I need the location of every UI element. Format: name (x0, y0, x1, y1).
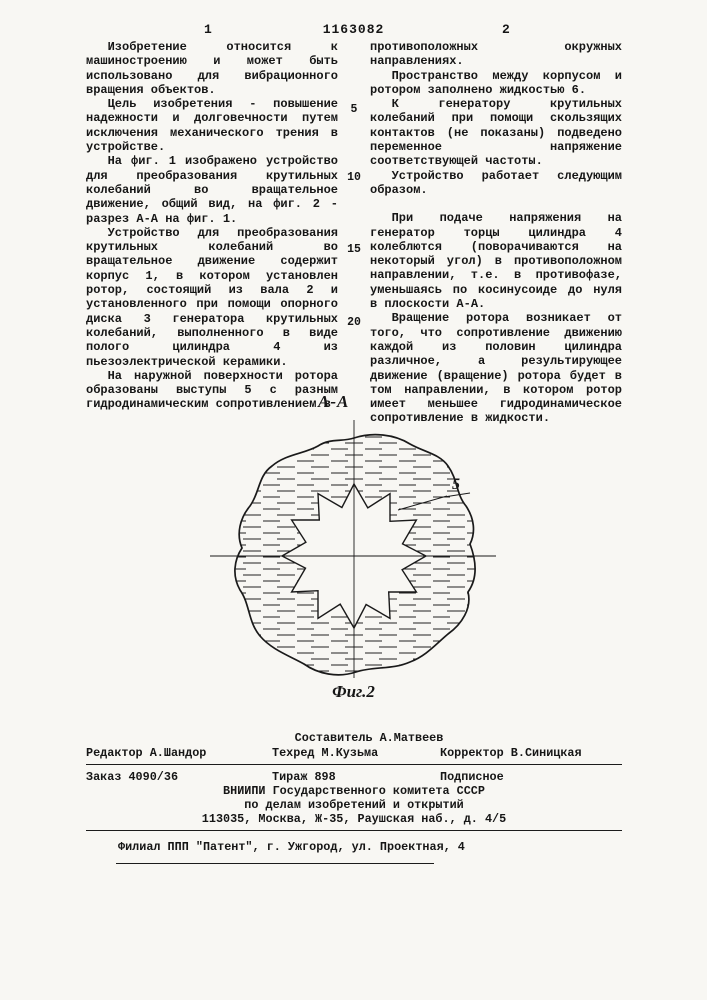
footer-divider-bottom (86, 830, 622, 831)
right-column (370, 40, 622, 426)
figure-drawing (194, 410, 514, 682)
line-number-10: 10 (347, 171, 361, 184)
print-run: Тираж 898 (272, 770, 336, 784)
line-number-15: 15 (347, 243, 361, 256)
order-number: Заказ 4090/36 (86, 770, 179, 784)
paragraph: Изобретение относится к машиностроению и может быть использовано для вибрационного вращения объектов. (86, 40, 338, 97)
figure-2 (0, 392, 707, 702)
paragraph: К генератору крутильных колебаний при помощи скользящих контактов (не показаны) подведено переменное напряжение соответствующей частоты. (370, 97, 622, 169)
page-number-right: 2 (502, 22, 511, 37)
paragraph: Устройство работает следующим образом. (370, 168, 622, 197)
branch-office-line: Филиал ППП "Патент", г. Ужгород, ул. Проектная, 4 (118, 840, 465, 854)
editor-credit: Редактор А.Шандор (86, 746, 207, 760)
organization-line-1: ВНИИПИ Государственного комитета СССР (223, 784, 485, 798)
paragraph: На фиг. 1 изображено устройство для преобразования крутильных колебаний во вращательное движение, общий вид, на фиг. 2 - разрез А-А на фиг. 1. (86, 154, 338, 226)
paragraph: Цель изобретения - повышение надежности и долговечности путем исключения механического трения в устройстве. (86, 97, 338, 155)
line-number-20: 20 (347, 316, 361, 329)
imprint-footer (86, 731, 622, 864)
techred-credit: Техред М.Кузьма (272, 746, 379, 760)
paragraph: Пространство между корпусом и ротором заполнено жидкостью 6. (370, 68, 622, 97)
paragraph: противоположных окружных направлениях. (370, 40, 622, 69)
document-number: 1163082 (322, 22, 385, 37)
branch-underline (116, 863, 434, 864)
part-label-5: 5 (451, 476, 460, 493)
footer-divider-top (86, 764, 622, 765)
subscription-note: Подписное (440, 770, 504, 784)
page-number-left: 1 (204, 22, 213, 37)
compiler-credit: Составитель А.Матвеев (294, 731, 444, 745)
organization-address: 113035, Москва, Ж-35, Раушская наб., д. 4/5 (201, 812, 507, 826)
figure-caption: Фиг.2 (332, 682, 375, 701)
line-number-5: 5 (350, 103, 358, 116)
paragraph: На наружной поверхности ротора образованы выступы 5 с разным гидродинамическим сопротивлением в (86, 368, 338, 412)
paragraph: При подаче напряжения на генератор торцы цилиндра 4 колеблются (поворачиваются на некоторый угол) в противоположном направлении, т.е. в противофазе, уменьшаясь по косинусоиде до нуля в плоскости А-А. (370, 211, 622, 312)
organization-line-2: по делам изобретений и открытий (244, 798, 464, 812)
paragraph: Устройство для преобразования крутильных колебаний во вращательное движение содержит корпус 1, в котором установлен ротор, состоящий из вала 2 и установленного при помощи опорного диска 3 генератора крутильных колебаний, выполненного в виде полого цилиндра 4 из пьезоэлектрической керамики. (86, 225, 338, 369)
paragraph: Вращение ротора возникает от того, что сопротивление движению каждой из половин цилиндра различное, а результирующее движение (вращение) ротора будет в том направлении, в котором ротор имеет меньшее гидродинамическое сопротивление в жидкости. (370, 311, 622, 426)
left-column (86, 40, 338, 412)
corrector-credit: Корректор В.Синицкая (440, 746, 582, 760)
section-label: А-А (318, 392, 350, 411)
